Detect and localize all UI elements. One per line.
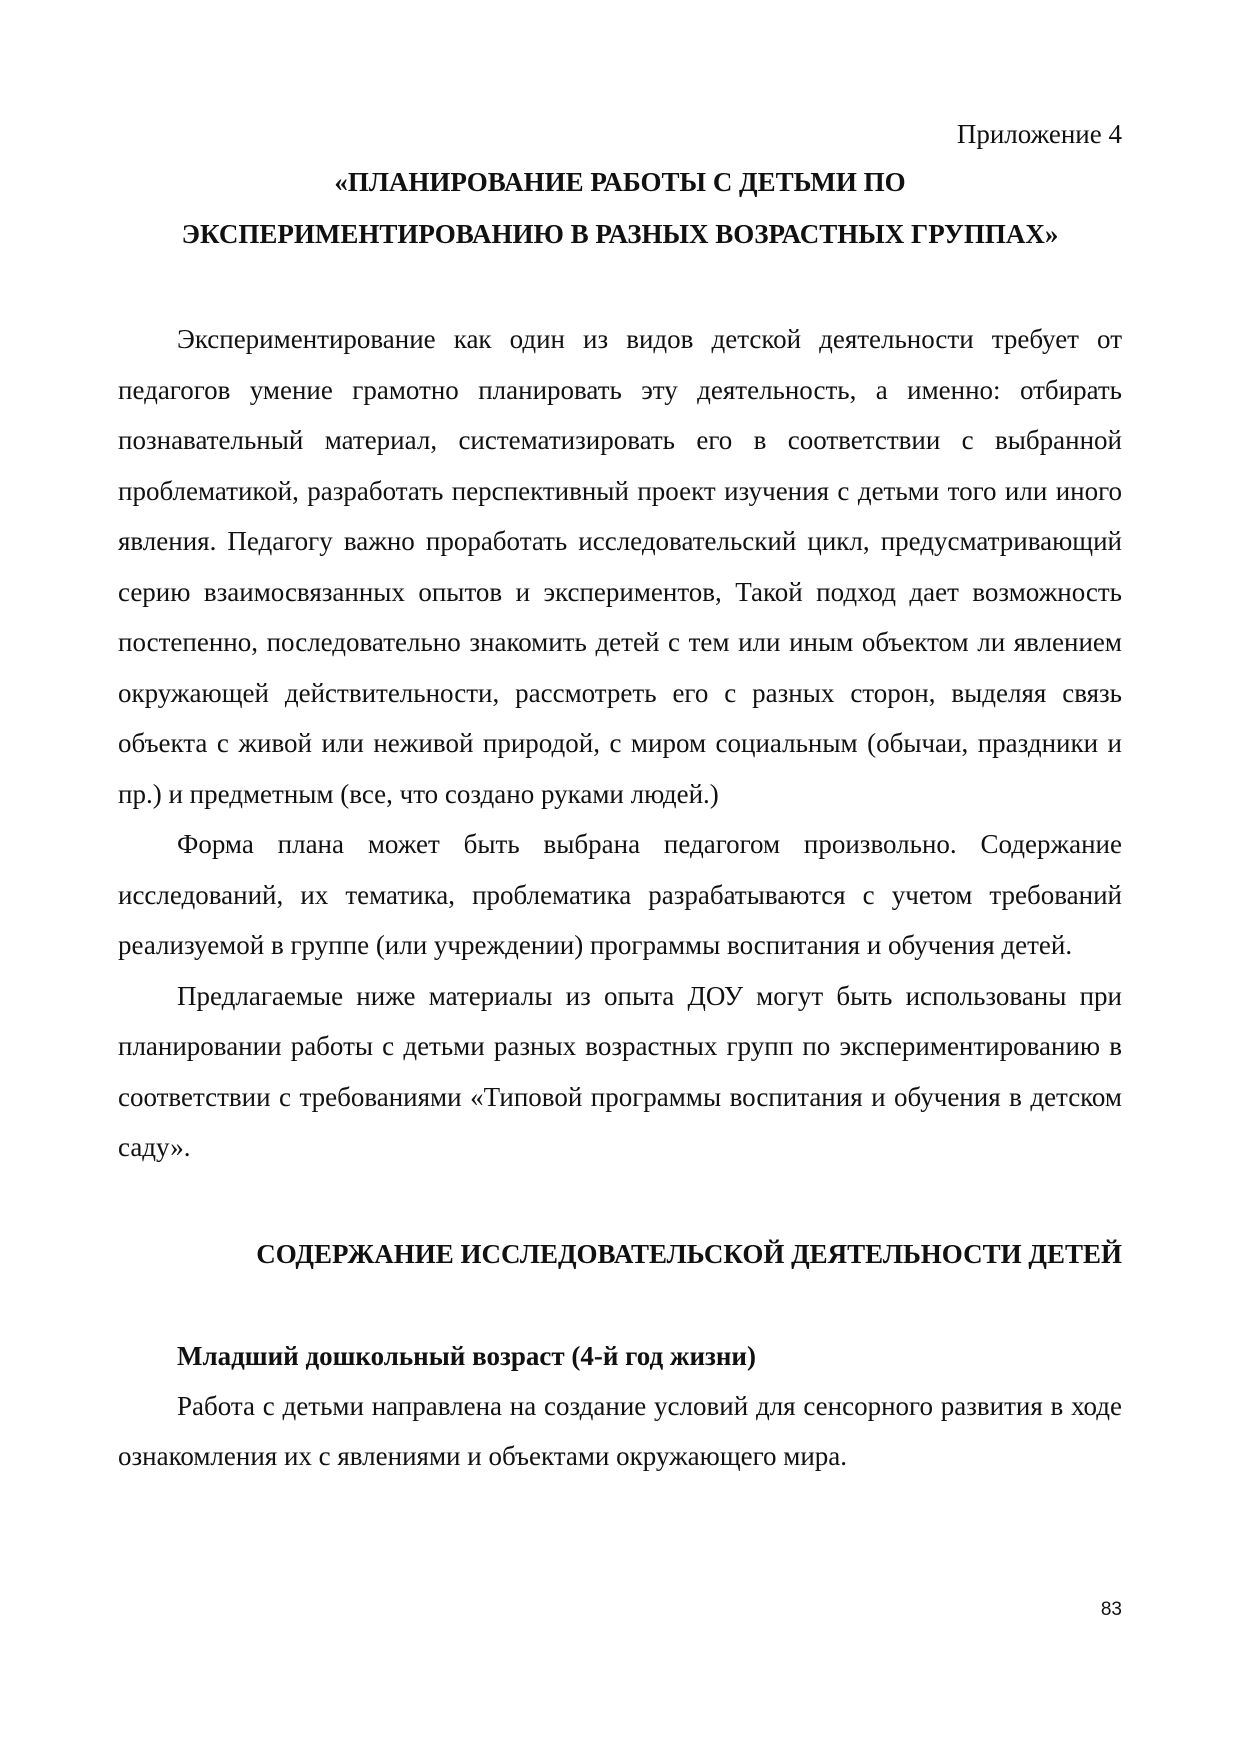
appendix-label: Приложение 4 [956,119,1122,149]
section-heading: СОДЕРЖАНИЕ ИССЛЕДОВАТЕЛЬСКОЙ ДЕЯТЕЛЬНОСТИ ДЕТЕЙ [256,1238,1122,1269]
paragraph-experimentation: Экспериментирование как один из видов детской деятельности требует от педагогов умение грамотно планировать эту деятельность, а именно: отбирать познавательный материал, систематизировать его в соответствии с выбранной проблематикой, разработать перспективный проект изучения с детьми того или иного явления. Педагогу важно проработать исследовательский цикл, предусматривающий серию взаимосвязанных опытов и экспериментов, Такой подход дает возможность постепенно, последовательно знакомить детей с тем или иным объектом ли явлением окружающей действительности, рассмотреть его с разных сторон, выделяя связь объекта с живой или неживой природой, с миром социальным (обычаи, праздники и пр.) и предметным (все, что создано руками людей.) [118,324,1122,809]
page-content [118,112,1122,1482]
body-text [118,314,1122,1173]
page-title [118,156,1122,260]
page-number: 83 [1100,1599,1122,1620]
paragraph-sensory-development: Работа с детьми направлена на создание условий для сенсорного развития в ходе ознакомления их с явлениями и объектами окружающего мира. [118,1390,1122,1471]
title-line-2: ЭКСПЕРИМЕНТИРОВАНИЮ В РАЗНЫХ ВОЗРАСТНЫХ ГРУППАХ» [181,219,1059,249]
paragraph-plan-form: Форма плана может быть выбрана педагогом произвольно. Содержание исследований, их тематика, проблематика разрабатываются с учетом требований реализуемой в группе (или учреждении) программы воспитания и обучения детей. [118,829,1122,960]
sub-heading: Младший дошкольный возраст (4-й год жизни) [177,1340,756,1371]
title-line-1: «ПЛАНИРОВАНИЕ РАБОТЫ С ДЕТЬМИ ПО [334,167,906,197]
paragraph-materials: Предлагаемые ниже материалы из опыта ДОУ могут быть использованы при планировании работы с детьми разных возрастных групп по экспериментированию в соответствии с требованиями «Типовой программы воспитания и обучения в детском саду». [118,980,1122,1162]
